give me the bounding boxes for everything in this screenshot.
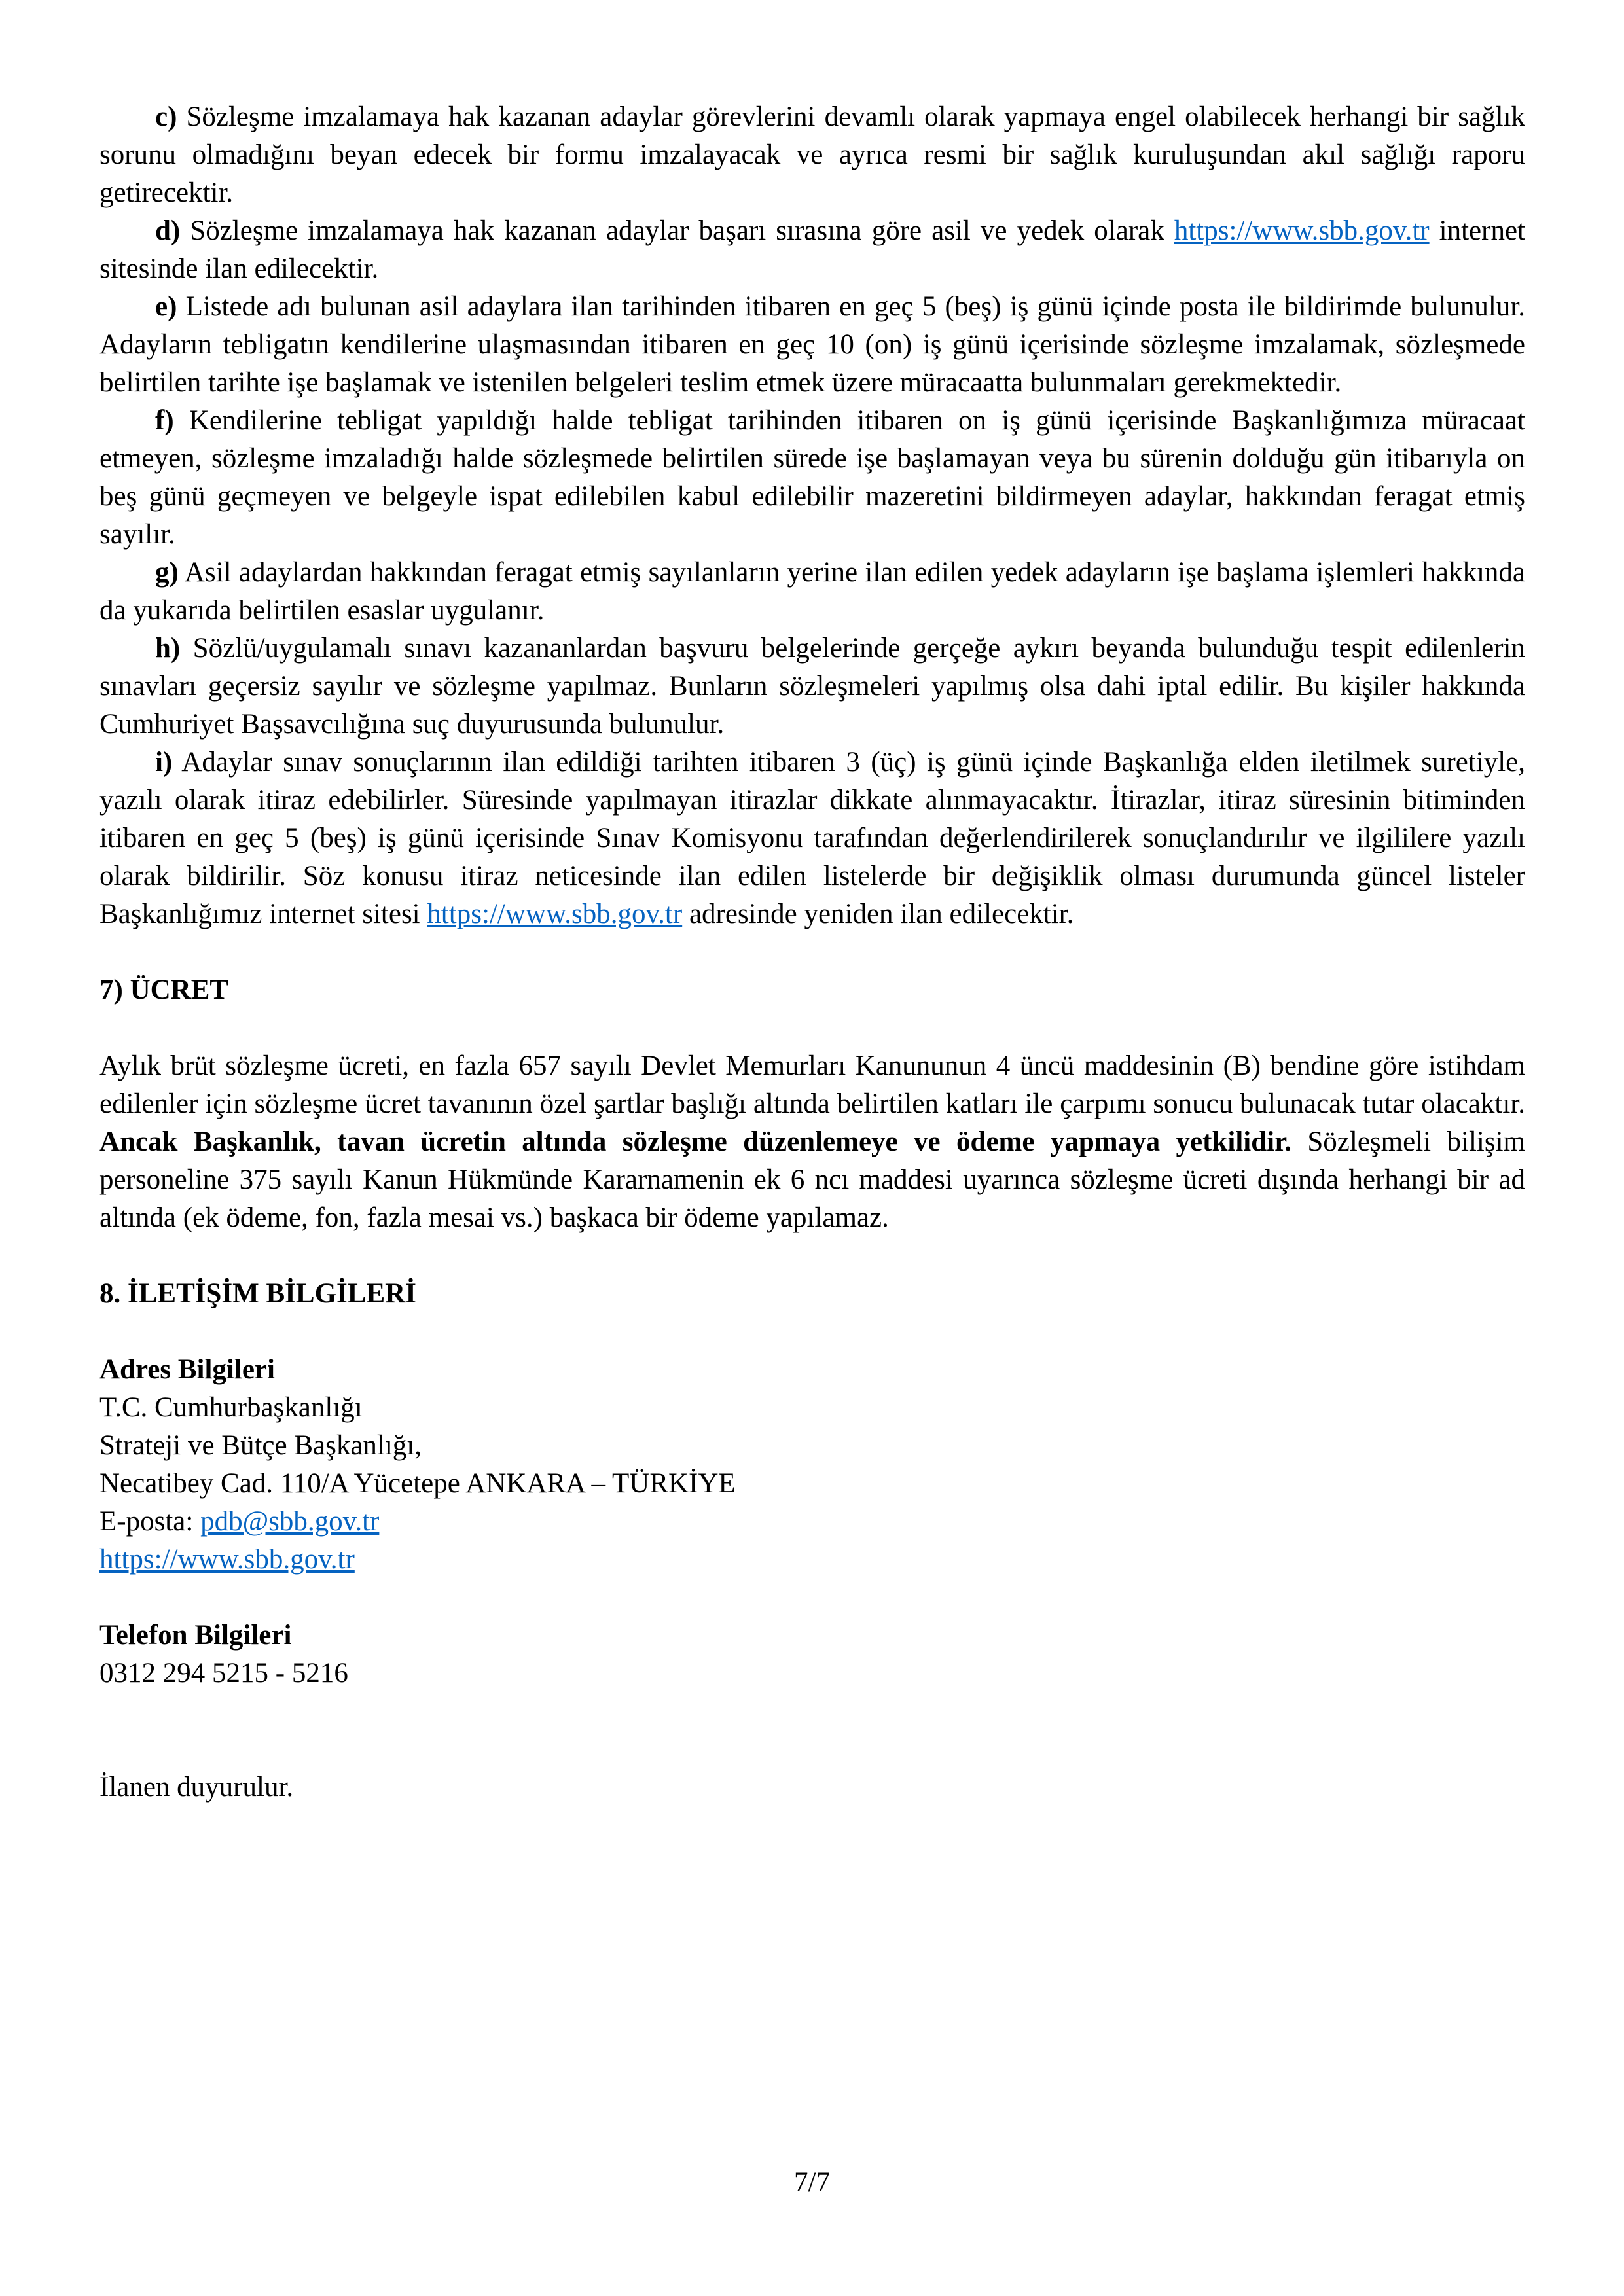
spacer — [99, 933, 1525, 971]
telefon-number: 0312 294 5215 - 5216 — [99, 1658, 348, 1689]
spacer — [99, 1693, 1525, 1731]
item-e-key: e) — [155, 291, 177, 322]
item-c-key: c) — [155, 101, 177, 132]
item-g-text: Asil adaylardan hakkından feragat etmiş sayılanların yerine ilan edilen yedek adayların işe başlama işlemleri hakkında da yukarıda belirtilen esaslar uygulanır. — [99, 557, 1525, 626]
item-g-key: g) — [155, 557, 179, 588]
item-d-text-after: internet sitesinde ilan edilecektir. — [99, 215, 1525, 284]
spacer — [99, 1579, 1525, 1617]
adres-line: Strateji ve Bütçe Başkanlığı, — [99, 1430, 422, 1461]
item-e — [99, 288, 1525, 402]
item-d — [99, 212, 1525, 288]
item-c — [99, 98, 1525, 212]
item-h — [99, 630, 1525, 744]
item-f-text: Kendilerine tebligat yapıldığı halde tebligat tarihinden itibaren on iş günü içerisinde Başkanlığımıza müracaat etmeyen, sözleşme imzaladığı halde sözleşmede belirtilen sürede işe başlamayan veya bu sürenin dolduğu gün itibarıyla on beş günü geçmeyen ve belgeyle ispat edilebilen kabul edilebilir mazeretini bildirmeyen adaylar, hakkından feragat etmiş sayılır. — [99, 405, 1525, 550]
item-f-key: f) — [155, 405, 174, 436]
spacer — [99, 1237, 1525, 1275]
item-i — [99, 744, 1525, 933]
email-label: E-posta: — [99, 1506, 201, 1537]
ucret-paragraph — [99, 1047, 1525, 1237]
closing-text: İlanen duyurulur. — [99, 1772, 294, 1803]
item-i-text-after: adresinde yeniden ilan edilecektir. — [682, 899, 1074, 929]
spacer — [99, 1731, 1525, 1768]
website-line — [99, 1541, 1525, 1579]
ucret-text: Aylık brüt sözleşme ücreti, en fazla 657 sayılı Devlet Memurları Kanununun 4 üncü maddesinin (B) bendine göre istihdam edilenler için sözleşme ücret tavanının özel şartlar başlığı altında belirtilen katları ile çarpımı sonucu bulunacak tutar olacaktır. — [99, 1050, 1525, 1119]
item-f — [99, 402, 1525, 554]
item-c-text: Sözleşme imzalamaya hak kazanan adaylar görevlerini devamlı olarak yapmaya engel olabilecek herhangi bir sağlık sorunu olmadığını beyan edecek bir formu imzalayacak ve ayrıca resmi bir sağlık kuruluşundan akıl sağlığı raporu getirecektir. — [99, 101, 1525, 208]
item-d-text: Sözleşme imzalamaya hak kazanan adaylar başarı sırasına göre asil ve yedek olarak — [180, 215, 1174, 246]
ucret-bold-text: Ancak Başkanlık, tavan ücretin altında sözleşme düzenlemeye ve ödeme yapmaya yetkilidir. — [99, 1126, 1291, 1157]
sbb-website-link[interactable]: https://www.sbb.gov.tr — [99, 1544, 355, 1575]
document-body — [99, 98, 1525, 1806]
item-i-text: Adaylar sınav sonuçlarının ilan edildiği tarihten itibaren 3 (üç) iş günü içinde Başkanlığa elden iletilmek suretiyle, yazılı olarak itiraz edebilirler. Süresinde yapılmayan itirazlar dikkate alınmayacaktır. İtirazlar, itiraz süresinin bitiminden itibaren en geç 5 (beş) iş günü içerisinde Sınav Komisyonu tarafından değerlendirilerek sonuçlandırılır ve ilgililere yazılı olarak bildirilir. Söz konusu itiraz neticesinde ilan edilen listelerde bir değişiklik olması durumunda güncel listeler Başkanlığımız internet sitesi — [99, 747, 1525, 929]
item-d-key: d) — [155, 215, 181, 246]
sbb-website-link[interactable]: https://www.sbb.gov.tr — [1174, 215, 1430, 246]
item-i-key: i) — [155, 747, 173, 778]
telefon-title: Telefon Bilgileri — [99, 1620, 292, 1651]
email-line — [99, 1503, 1525, 1541]
item-e-text: Listede adı bulunan asil adaylara ilan tarihinden itibaren en geç 5 (beş) iş günü içinde posta ile bildirimde bulunulur. Adayların tebligatın kendilerine ulaşmasından itibaren en geç 10 (on) iş günü içerisinde sözleşme imzalamak, sözleşmede belirtilen tarihte işe başlamak ve istenilen belgeleri teslim etmek üzere müracaatta bulunmaları gerekmektedir. — [99, 291, 1525, 398]
adres-line: Necatibey Cad. 110/A Yücetepe ANKARA – TÜRKİYE — [99, 1468, 736, 1499]
adres-title: Adres Bilgileri — [99, 1354, 275, 1385]
spacer — [99, 1009, 1525, 1047]
adres-line: T.C. Cumhurbaşkanlığı — [99, 1392, 363, 1423]
ucret-text-after: Sözleşmeli bilişim personeline 375 sayılı Kanun Hükmünde Kararnamenin ek 6 ncı maddesi uyarınca sözleşme ücreti dışında herhangi bir ad altında (ek ödeme, fon, fazla mesai vs.) başkaca bir ödeme yapılamaz. — [99, 1126, 1525, 1233]
item-h-text: Sözlü/uygulamalı sınavı kazananlardan başvuru belgelerinde gerçeğe aykırı beyanda bulunduğu tespit edilenlerin sınavları geçersiz sayılır ve sözleşme yapılmaz. Bunların sözleşmeleri yapılmış olsa dahi iptal edilir. Bu kişiler hakkında Cumhuriyet Başsavcılığına suç duyurusunda bulunulur. — [99, 633, 1525, 740]
sbb-website-link[interactable]: https://www.sbb.gov.tr — [427, 899, 683, 929]
page-number: 7/7 — [794, 2167, 830, 2198]
email-link[interactable]: pdb@sbb.gov.tr — [200, 1506, 380, 1537]
item-h-key: h) — [155, 633, 181, 664]
item-g — [99, 554, 1525, 630]
spacer — [99, 1313, 1525, 1351]
section-heading-iletisim: 8. İLETİŞİM BİLGİLERİ — [99, 1278, 416, 1309]
section-heading-ucret: 7) ÜCRET — [99, 975, 229, 1005]
